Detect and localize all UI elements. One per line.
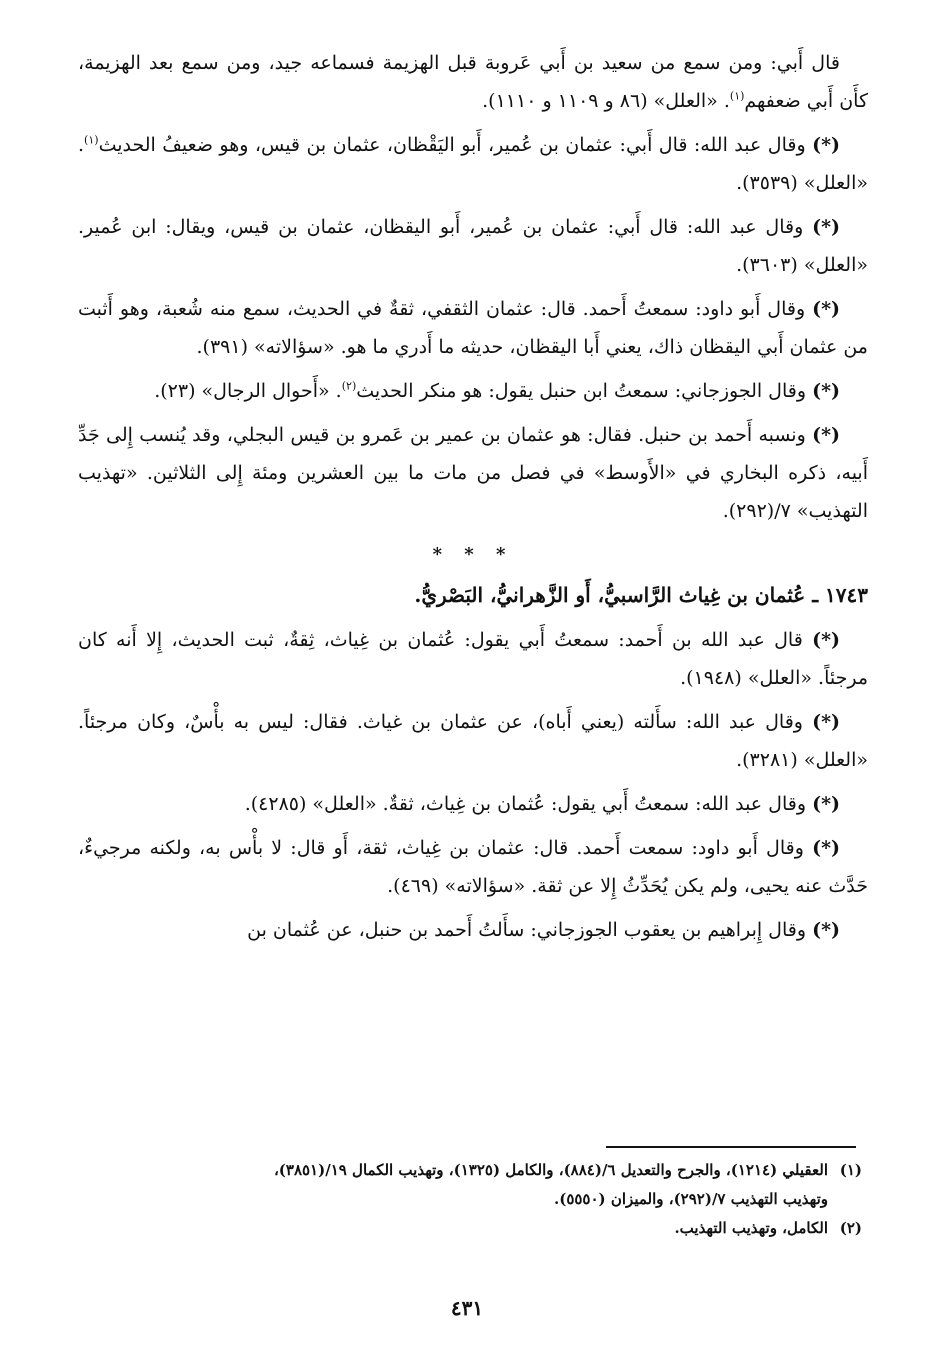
entry-mark: (*) bbox=[812, 629, 840, 651]
footnotes bbox=[78, 1156, 862, 1243]
entry-mark: (*) bbox=[812, 919, 840, 941]
paragraph-3: (*) وقال عبد الله: قال أَبي: عثمان بن عُمير، أَبو اليقظان، عثمان بن قيس، ويقال: ابن عُمير. «العلل» (٣٦٠٣). bbox=[78, 216, 868, 276]
footnote-ref[interactable]: (١) bbox=[729, 89, 745, 103]
paragraph-10: (*) وقال أَبو داود: سمعت أَحمد. قال: عثمان بن غِياث، ثقة، أَو قال: لا بأْس به، ولكنه مرجيءٌ، حَدَّث عنه يحيى، ولم يكن يُحَدِّثُ إِلا عن ثقة. «سؤالاته» (٤٦٩). bbox=[78, 837, 868, 897]
paragraph-4: (*) وقال أَبو داود: سمعتُ أَحمد. قال: عثمان الثقفي، ثقةٌ في الحديث، سمع منه شُعبة، وهو أَثبت من عثمان أَبي اليقظان ذاك، يعني أَبا اليقظان، حديثه ما أَدري ما هو. «سؤالاته» (٣٩١). bbox=[78, 298, 868, 358]
paragraph-8: (*) وقال عبد الله: سأَلته (يعني أَباه)، عن عثمان بن غياث. فقال: ليس به بأْسٌ، وكان مرجئاً. «العلل» (٣٢٨١). bbox=[78, 711, 868, 771]
entry-mark: (*) bbox=[812, 793, 840, 815]
entry-mark: (*) bbox=[812, 134, 840, 156]
footnote-ref[interactable]: (١) bbox=[84, 133, 99, 147]
entry-mark: (*) bbox=[812, 837, 840, 859]
page-body bbox=[78, 44, 868, 955]
footnote-number: (٢) bbox=[839, 1219, 862, 1237]
entry-mark: (*) bbox=[812, 711, 840, 733]
page-number: ٤٣١ bbox=[450, 1296, 484, 1320]
paragraph-5: (*) وقال الجوزجاني: سمعتُ ابن حنبل يقول: هو منكر الحديث$^{(٢)}$. «أَحوال الرجال» (٢٣). bbox=[154, 379, 840, 402]
footnote-rule bbox=[606, 1146, 856, 1148]
entry-mark: (*) bbox=[812, 298, 840, 320]
paragraph-7: (*) قال عبد الله بن أَحمد: سمعتُ أَبي يقول: عُثمان بن غِياث، ثِقةٌ، ثبت الحديث، إِلا أَنه كان مرجئاً. «العلل» (١٩٤٨). bbox=[78, 629, 868, 689]
footnote-ref[interactable]: (٢) bbox=[341, 379, 357, 393]
footnote-number: (١) bbox=[839, 1161, 862, 1179]
entry-mark: (*) bbox=[812, 380, 840, 402]
entry-heading: ١٧٤٣ ـ عُثمان بن غِياث الرَّاسبيُّ، أَو الزَّهرانيُّ، البَصْريُّ. bbox=[414, 583, 868, 607]
paragraph-11: (*) وقال إِبراهيم بن يعقوب الجوزجاني: سأَلتُ أَحمد بن حنبل، عن عُثمان بن bbox=[247, 919, 840, 941]
footnote-1: (١)العقيلي (١٢١٤)، والجرح والتعديل ٦/(٨٨٤)، والكامل (١٣٢٥)، وتهذيب الكمال ١٩/(٣٨٥١)، bbox=[78, 1156, 862, 1185]
section-separator: * * * bbox=[432, 544, 514, 565]
paragraph-1: قال أَبي: ومن سمع من سعيد بن أَبي عَروبة قبل الهزيمة فسماعه جيد، ومن سمع بعد الهزيمة، كأَن أَبي ضعفهم$^{(١)}$. «العلل» (٨٦ و ١١٠٩ و ١١١٠). bbox=[78, 52, 868, 112]
paragraph-6: (*) ونسبه أَحمد بن حنبل. فقال: هو عثمان بن عمير بن عَمرو بن قيس البجلي، وقد يُنسب إِلى جَدِّ أَبيه، ذكره البخاري في «الأَوسط» في فصل من مات ما بين العشرين ومئة إِلى الثلاثين. «تهذيب التهذيب» ٧/(٢٩٢). bbox=[78, 424, 868, 522]
entry-mark: (*) bbox=[812, 216, 840, 238]
paragraph-2: (*) وقال عبد الله: قال أَبي: عثمان بن عُمير، أَبو اليَقْظان، عثمان بن قيس، وهو ضعيفُ الحديث$^{(١)}$. «العلل» (٣٥٣٩). bbox=[78, 133, 868, 194]
footnote-2: (٢)الكامل، وتهذيب التهذيب. bbox=[78, 1214, 862, 1243]
entry-mark: (*) bbox=[812, 424, 840, 446]
footnote-1-continuation: وتهذيب التهذيب ٧/(٢٩٢)، والميزان (٥٥٥٠). bbox=[553, 1190, 828, 1208]
paragraph-9: (*) وقال عبد الله: سمعتُ أَبي يقول: عُثمان بن غِياث، ثقةٌ. «العلل» (٤٢٨٥). bbox=[244, 793, 840, 815]
